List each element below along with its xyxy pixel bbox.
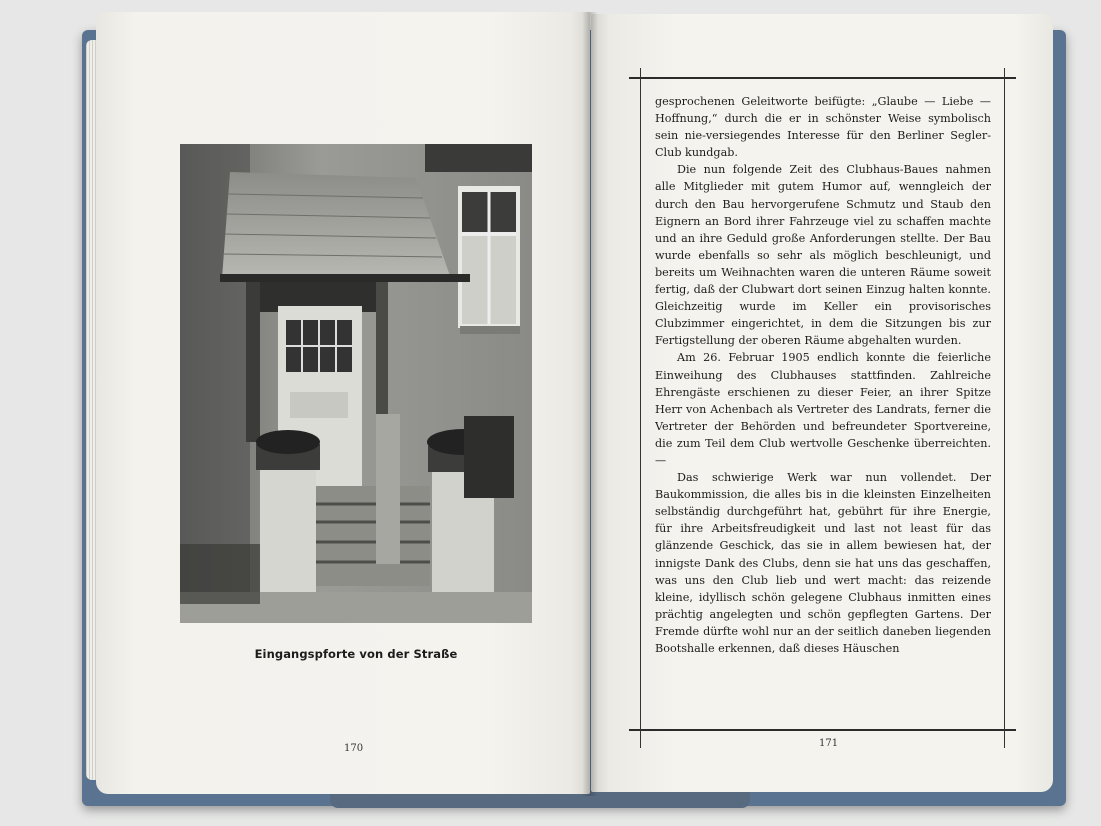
frame-right-rule (1004, 68, 1005, 748)
right-page-text (655, 93, 991, 713)
right-page-number: 171 (819, 738, 839, 749)
paragraph: Am 26. Februar 1905 endlich konnte die feierliche Einweihung des Clubhauses stattfinden. Zahlreiche Ehrengäste erschienen zu dieser Feier, an ihrer Spitze Herr von Achenbach als Vertreter des Landrats, ferner die Vertreter der Behörden und befreundeter Sportvereine, die zum Teil dem Club wertvolle Geschenke überreichten. — (655, 351, 991, 467)
paragraph: gesprochenen Geleitworte beifügte: „Glaube — Liebe — Hoffnung,“ durch die er in schönster Weise symbolisch sein nie-versiegendes Interesse für den Berliner Segler-Club kundgab. (655, 95, 991, 160)
page-edges (86, 40, 96, 780)
entrance-photo-drawing (180, 144, 532, 623)
frame-top-rule (629, 77, 1016, 81)
frame-left-rule (640, 68, 641, 748)
frame-bottom-rule (629, 729, 1016, 731)
book-gutter (582, 12, 598, 796)
left-page-number: 170 (344, 743, 364, 754)
paragraph: Die nun folgende Zeit des Clubhaus-Baues nahmen alle Mitglieder mit gutem Humor auf, wenngleich der durch den Bau hervorgerufene Schmutz und Staub den Eignern an Bord ihrer Fahrzeuge viel zu schaffen machte und an ihre Geduld große Anforderungen stellte. Der Bau wurde ebenfalls so sehr als möglich beschleunigt, und bereits um Weihnachten waren die unteren Räume soweit fertig, daß der Clubwart dort seinen Einzug halten konnte. Gleichzeitig wurde im Keller ein provisorisches Clubzimmer eingerichtet, in dem die Sitzungen bis zur Fertigstellung der oberen Räume abgehalten wurden. (655, 163, 991, 348)
entrance-photograph (180, 144, 532, 623)
paragraph: Das schwierige Werk war nun vollendet. Der Baukommission, die alles bis in die kleinsten Einzelheiten selbständig durchgeführt hat, gebührt für ihre Energie, für ihre Arbeitsfreudigkeit und last not least für das glänzende Geschick, das sie in allem bewiesen hat, der innigste Dank des Clubs, denn sie hat uns das geschaffen, was uns den Club lieb und wert macht: das reizende kleine, idyllisch schön gelegene Clubhaus inmitten eines prächtig angelegten und schön gepflegten Gartens. Der Fremde dürfte wohl nur an der seitlich daneben liegenden Bootshalle erkennen, daß dieses Häuschen (655, 471, 991, 655)
photo-caption: Eingangspforte von der Straße (254, 647, 458, 661)
